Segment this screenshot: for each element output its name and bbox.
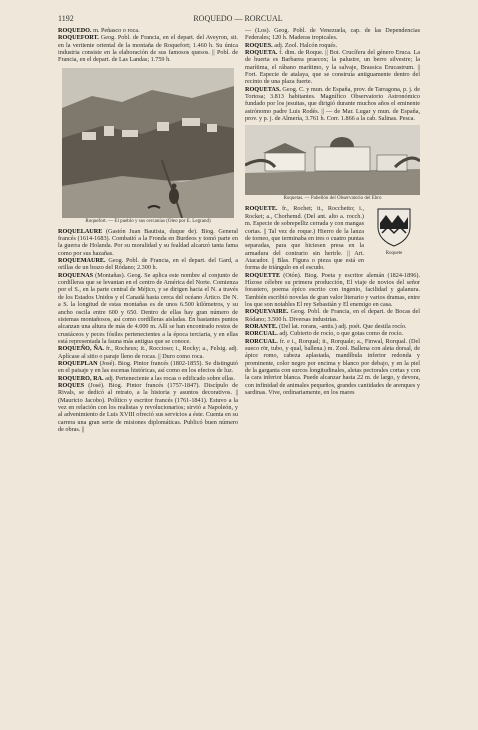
observatory-illustration bbox=[245, 125, 420, 195]
entry-roquedo: ROQUEDO. m. Peñasco o roca. bbox=[58, 27, 140, 34]
entry-los-roques: — (Los). Geog. Pobl. de Venezuela, cap. de las Dependencias Federales; 120 h. Maderas tropicales. bbox=[245, 27, 420, 42]
entry-roquetas: ROQUETAS. Geog. C. y mun. de España, prov. de Tarragona, p. j. de Tortosa; 3.813 habitantes. Magnífico Observatorio Astronómico fundado por los jesuitas, que dirigió durante muchos años el eminente astrónomo padre Luis Rodés. || — de Mar. Lugar y mun. de España, prov. y p. j. de Almería, 3.761 h. Corr. 1.866 a la cab. Salinas. Pesca. bbox=[245, 85, 420, 123]
entry-rorante: RORANTE. (Del lat. rorans, -antis.) adj. poét. Que destila rocío. bbox=[245, 322, 407, 330]
right-column bbox=[245, 27, 420, 396]
entry-roquefort: ROQUEFORT. Geog. Pobl. de Francia, en el depart. del Aveyron, sit. en la vertiente oriental de la montaña de Roquefort; 1.460 h. Su única industria consiste en la elaboración de sus famosos quesos. || Pobl. de Francia, en el depart. de Las Landas; 1.759 h. bbox=[58, 34, 238, 64]
entry-roquenas: ROQUENAS (Montañas). Geog. Se aplica este nombre al conjunto de cordilleras que se levantan en el centro de América del Norte. Comienza por el S., en la parte central de Méjico, y se dirigen hacia el N. a través de los Estados Unidos y el Canadá hasta cerca del océano Ártico. De N. a S. la longitud de estas montañas es de unos 6.500 kilómetros, y su ancho oscila entre 600 y 650. Dentro de ellas hay gran número de sistemas montañosos, así como cordilleras aisladas. En bastantes puntos alcanzan una altura de más de 4.000 m. Allí se han encontrado restos de crustáceos y peces fósiles pertenecientes a la época terciaria, y en ellas está representada la fauna más antigua que se conoce. bbox=[58, 271, 238, 345]
page-header bbox=[58, 14, 418, 26]
roquete-heraldry bbox=[368, 207, 420, 256]
entry-rorcual-adj: RORCUAL. adj. Cubierto de rocío, o que gotas como de rocío. bbox=[245, 330, 404, 338]
roquefort-painting bbox=[62, 68, 234, 218]
entry-roqueplan: ROQUEPLAN (José). Biog. Pintor francés (1802-1855). Se distinguió en el paisaje y en las escenas históricas, así como en los efectos de luz. bbox=[58, 359, 238, 375]
figure2-caption: Roquetas. — Pabellón del Observatorio del Ebro bbox=[283, 196, 382, 202]
entry-roqueno: ROQUEÑO, ÑA. fr., Rocheux; it., Roccioso; i., Rocky; a., Felsig. adj. Aplícase al sitio o paraje lleno de rocas. || Duro como roca. bbox=[58, 345, 238, 360]
left-column bbox=[58, 27, 238, 433]
entry-roqueta: ROQUETA. f. dim. de Roque. || Bot. Crucífera del género Eruca. La de huerta es Barbarea praecox; la palustre, un berro silvestre; la marítima, el rábano marítimo, y la salvaje, Brassica Erucastrum. || Fort. Especie de atalaya, que se construía antiguamente dentro del recinto de una plaza fuerte. bbox=[245, 49, 420, 86]
entry-roquemaure: ROQUEMAURE. Geog. Pobl. de Francia, en el depart. del Gard, a orillas de un brazo del Ródano; 2.300 h. bbox=[58, 257, 238, 272]
entry-roquette: ROQUETTE (Otón). Biog. Poeta y escritor alemán (1824-1896). Hízose célebre su primera producción, El viaje de novios del señor forastero, poema épico escrito con ingenio, facilidad y galanura. También escribió novelas de gran valor literario y varios dramas, entre los que son notables El rey Sebastián y El enemigo en casa. bbox=[245, 271, 420, 308]
figure1-caption: Roquefort. — El pueblo y sus cercanías (Óleo por E. Legrand) bbox=[85, 218, 211, 224]
observatory-photo bbox=[245, 125, 420, 195]
heraldic-shield-icon bbox=[376, 207, 412, 247]
page-number: 1192 bbox=[58, 14, 74, 23]
entry-roquevaire: ROQUEVAIRE. Geog. Pobl. de Francia, en el depart. de Bocas del Ródano; 3.500 h. Diversas industrias. bbox=[245, 308, 420, 323]
entry-roquelaure: ROQUELAURE (Gastón Juan Bautista, duque de). Biog. General francés (1614-1683). Combatió a la Fronda en Burdeos y tomó parte en la guerra de Holanda. Por su moralidad y su fealdad alcanzó tanta fama como por sus hazañas. bbox=[58, 227, 238, 257]
running-title: ROQUEDO — RORCUAL bbox=[193, 14, 283, 23]
entry-roquero: ROQUERO, RA. adj. Perteneciente a las rocas o edificado sobre ellas. bbox=[58, 374, 235, 382]
entry-roquete: ROQUETE. fr., Rochet; it., Rocchetto; i., Rocket; a., Chorhemd. (Del ant. alto a. rocch.) m. Especie de sobrepelliz cerrada y con mangas cortas. || Tal vez de roque.) Hierro de la lanza de torneo, que terminaba en tres o cuatro puntas separadas, para que hiciesen presa en la armadura del contrario sin herirle. || Art. Atacador. || Blas. Figura o pieza que está en forma de triángulo en el escudo. bbox=[245, 205, 364, 272]
entry-rorcual: RORCUAL. fr. e i., Rorqual; it., Rorquale; a., Finwal, Rorqual. (Del sueco rör, tubo, y qual, ballena.) m. Zool. Ballena con aleta dorsal, de ápice romo, cabeza aplastada, mandíbula inferior redonda y prominente, color negro por encima y blanco por debajo, y en la piel de la garganta con surcos longitudinales, aletas pectorales cortas y con la cara inferior blanca. Puede alcanzar hasta 22 m. de largo, y devora, con infinidad de animales pequeños, grandes cantidades de arenques y sardinas. Vive, ordinariamente, en los mares bbox=[245, 337, 420, 397]
village-landscape-illustration bbox=[62, 68, 234, 218]
entry-roques: ROQUES (José). Biog. Pintor francés (1757-1847). Discípulo de Rivals, se dedicó al retrato, a la historia y asuntos decorativos. || (Mauricio Jacobo). Político y escritor francés (1761-1841). Estuvo a la vez en relación con los realistas y revolucionarios; sirvió a Napoleón, y al advenimiento de Luis XVIII ofreció sus servicios a éste. Cuenta en su carrera una gran serie de misiones diplomáticas. Publicó buen número de obras. || bbox=[58, 381, 238, 433]
shield-caption: Roquete bbox=[385, 250, 403, 256]
entry-roques-adj: ROQUES. adj. Zool. Halcón roqués. bbox=[245, 41, 338, 49]
